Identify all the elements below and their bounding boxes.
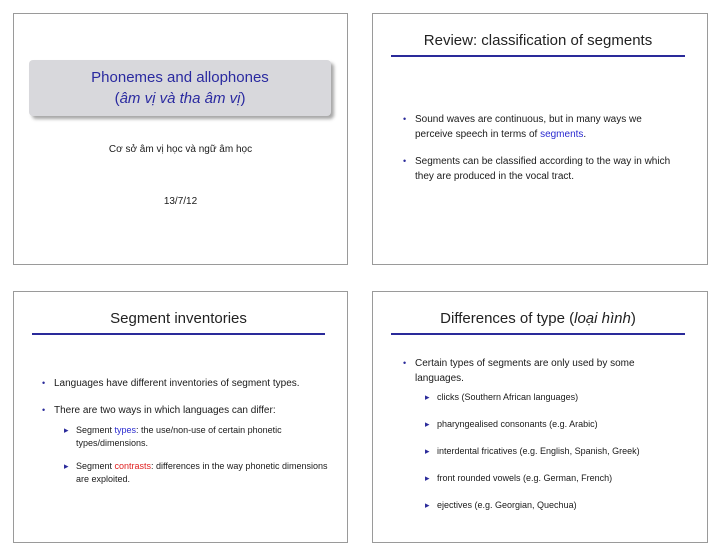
slide-type-differences: [372, 291, 708, 543]
bullet-text: Certain types of segments are only used by some languages.: [415, 358, 635, 384]
title-main: Phonemes and allophones: [91, 69, 269, 86]
bullet-list: [403, 356, 683, 526]
bullet-text: There are two ways in which languages can differ:: [54, 405, 276, 416]
bullet-text: Sound waves are continuous, but in many ways we perceive speech in terms of: [415, 114, 642, 140]
bullet-list: [42, 376, 332, 498]
sub-text-rest: : differences in the way phonetic dimensions are exploited.: [76, 461, 328, 484]
title-paren-close: ): [240, 90, 246, 107]
sub-list: [54, 424, 332, 486]
title-text: Differences of type (: [440, 310, 575, 327]
bullet-item: [42, 403, 332, 486]
sub-text: Segment: [76, 461, 115, 471]
title-vietnamese: [29, 88, 331, 109]
sub-text-rest: : the use/non-use of certain phonetic types/dimensions.: [76, 425, 282, 448]
sub-item: ▸ front rounded vowels (e.g. German, French): [415, 472, 683, 485]
bullet-punct: .: [583, 129, 587, 140]
sub-item: ▸ pharyngealised consonants (e.g. Arabic): [415, 418, 683, 431]
title-block: [29, 60, 331, 116]
bullet-list: [403, 112, 675, 196]
bullet-item: [403, 112, 675, 142]
sub-list: [415, 391, 683, 512]
sub-item: ▸ ejectives (e.g. Georgian, Quechua): [415, 499, 683, 512]
frame-title: Review: classification of segments: [391, 32, 685, 57]
title-vn-text: loại hình: [574, 310, 631, 327]
subtitle: Cơ sở âm vị học và ngữ âm học: [108, 144, 253, 155]
sub-item: [54, 460, 332, 486]
frame-title: [391, 310, 685, 335]
title-text-close: ): [630, 310, 636, 327]
slide-inventories: [13, 291, 348, 543]
date: 13/7/12: [163, 196, 198, 207]
title-vn-text: âm vị và tha âm vị: [119, 90, 241, 107]
slide-review: [372, 13, 708, 265]
sub-item: ▸ clicks (Southern African languages): [415, 391, 683, 404]
term-segments: segments: [540, 129, 584, 140]
sub-item: [54, 424, 332, 450]
bullet-item: • Segments can be classified according to the way in which they are produced in the vocal tract.: [403, 154, 675, 184]
bullet-item: [403, 356, 683, 512]
bullet-item: • Languages have different inventories of segment types.: [42, 376, 332, 391]
title-paren-open: (: [114, 90, 120, 107]
sub-text: Segment: [76, 425, 115, 435]
frame-title: Segment inventories: [32, 310, 325, 335]
slide-title: [13, 13, 348, 265]
term-types: types: [114, 425, 137, 435]
sub-item: ▸ interdental fricatives (e.g. English, Spanish, Greek): [415, 445, 683, 458]
term-contrasts: contrasts: [114, 461, 152, 471]
